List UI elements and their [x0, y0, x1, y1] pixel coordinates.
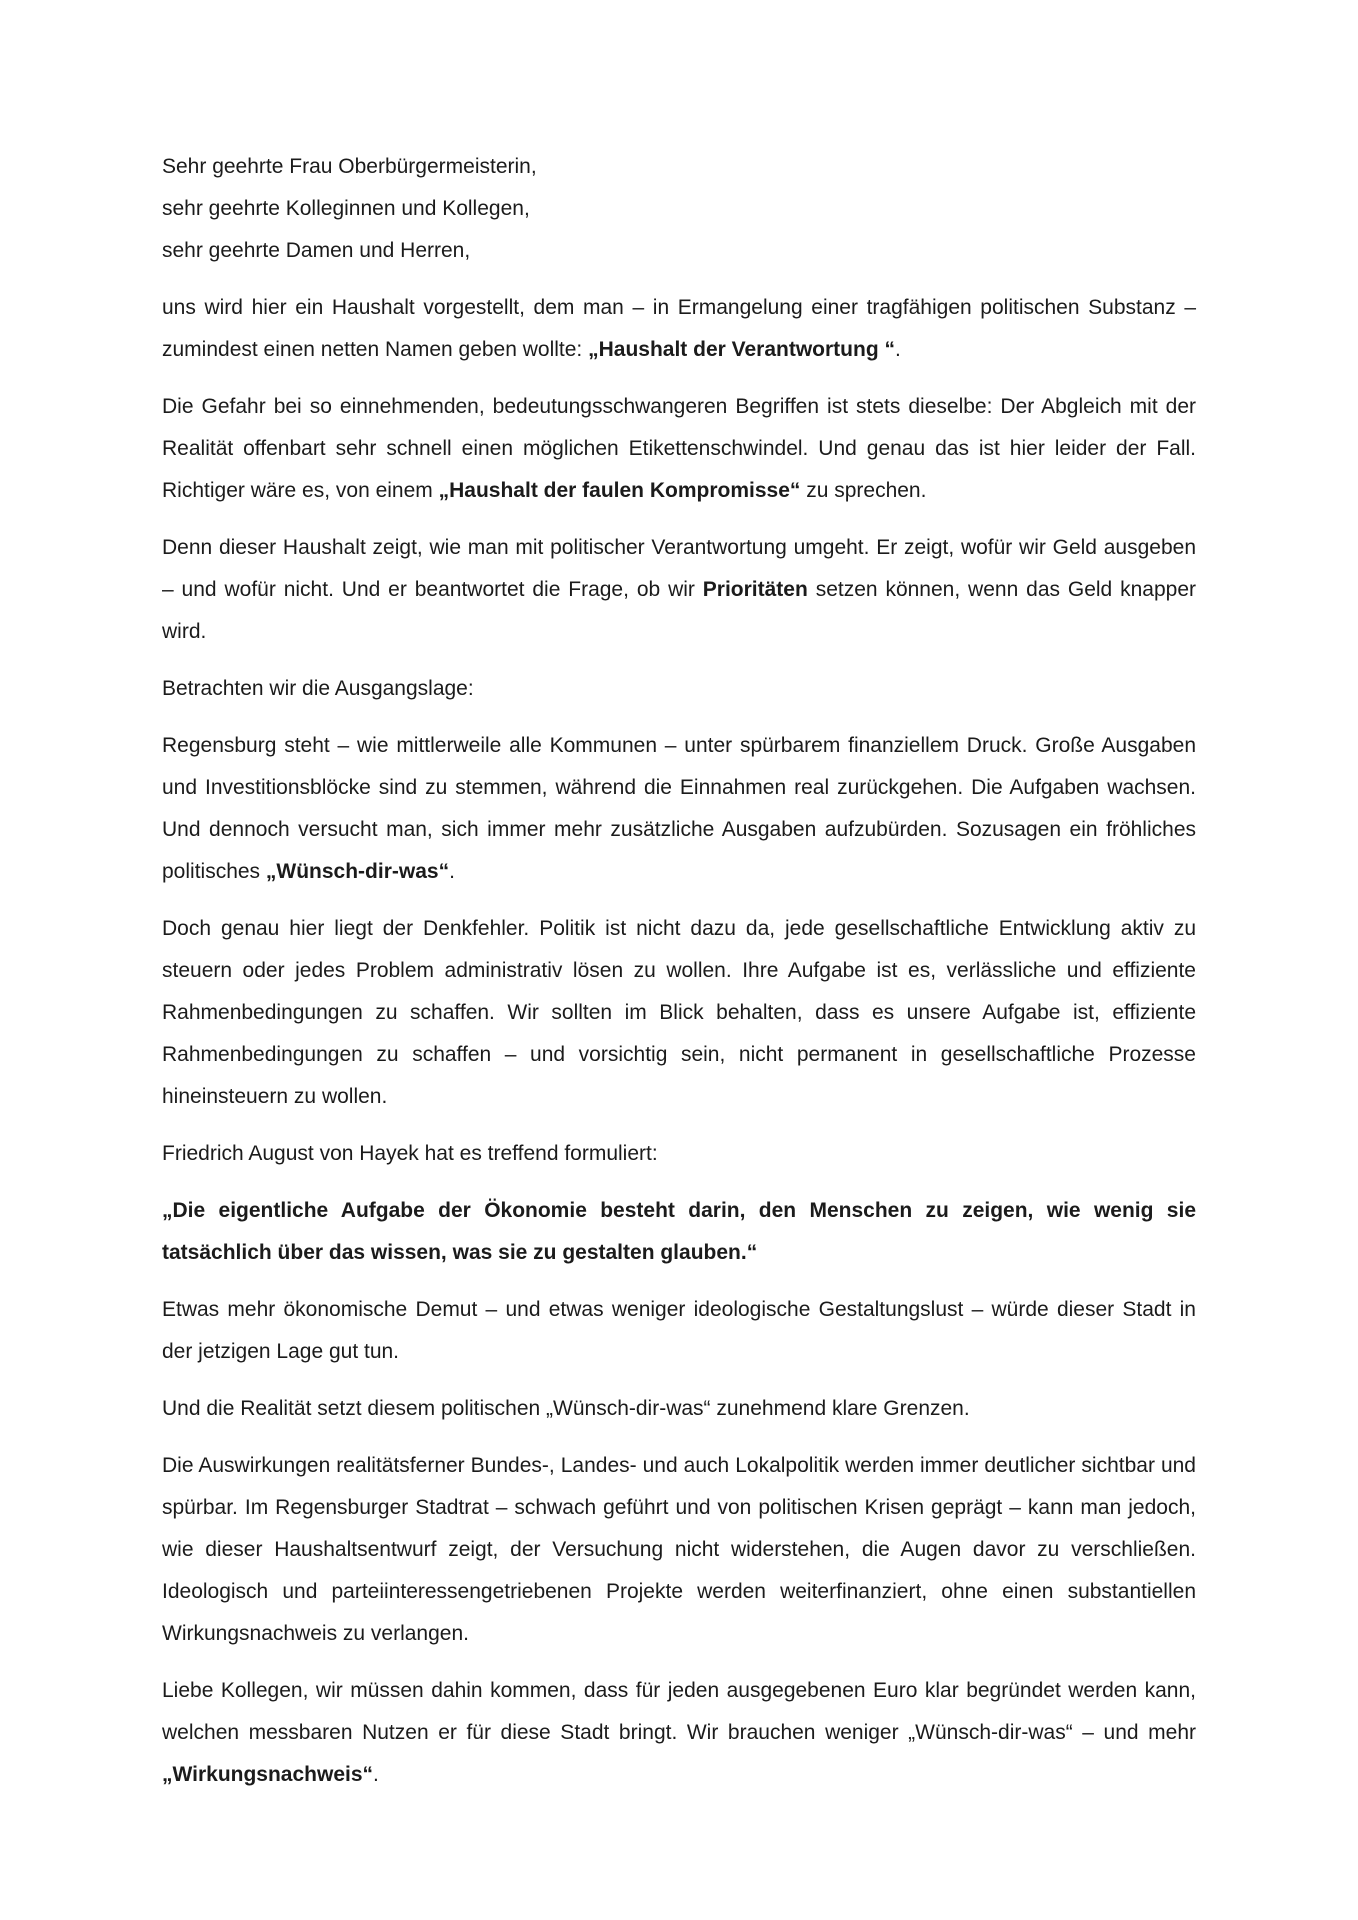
paragraph-demut	[162, 1289, 1196, 1373]
bold-text-run: Prioritäten	[702, 578, 808, 601]
salutation-line: Sehr geehrte Frau Oberbürgermeisterin,	[162, 155, 537, 178]
text-run: Regensburg steht – wie mittlerweile alle Kommunen – unter spürbarem finanziellem Druck. Große Ausgaben und Investitionsblöcke sind zu stemmen, während die Einnahmen real zurückgehen. Die Aufgaben wachsen. Und dennoch versucht man, sich immer mehr zusätzliche Ausgaben aufzubürden. Sozusagen ein fröhliches politisches	[162, 734, 1196, 883]
salutation-line: sehr geehrte Damen und Herren,	[162, 239, 471, 262]
text-run: Und die Realität setzt diesem politischen „Wünsch-dir-was“ zunehmend klare Grenzen.	[162, 1397, 970, 1420]
paragraph-denkfehler	[162, 908, 1196, 1118]
text-run: Doch genau hier liegt der Denkfehler. Politik ist nicht dazu da, jede gesellschaftliche Entwicklung aktiv zu steuern oder jedes Problem administrativ lösen zu wollen. Ihre Aufgabe ist es, verlässliche und effiziente Rahmenbedingungen zu schaffen. Wir sollten im Blick behalten, dass es unsere Aufgabe ist, effiziente Rahmenbedingungen zu schaffen – und vorsichtig sein, nicht permanent in gesellschaftliche Prozesse hineinsteuern zu wollen.	[162, 917, 1196, 1108]
salutation	[162, 146, 1196, 272]
paragraph-gefahr	[162, 386, 1196, 512]
paragraph-ausgangslage	[162, 668, 1196, 710]
text-run: Denn dieser Haushalt zeigt, wie man mit politischer Verantwortung umgeht. Er zeigt, wofür wir Geld ausgeben – und wofür nicht. Und er beantwortet die Frage, ob wir	[162, 536, 1196, 601]
text-run: Etwas mehr ökonomische Demut – und etwas weniger ideologische Gestaltungslust – würde dieser Stadt in der jetzigen Lage gut tun.	[162, 1298, 1196, 1363]
paragraph-verantwortung	[162, 527, 1196, 653]
text-run: uns wird hier ein Haushalt vorgestellt, dem man – in Ermangelung einer tragfähigen politischen Substanz – zumindest einen netten Namen geben wollte:	[162, 296, 1196, 361]
paragraph-hayek-intro	[162, 1133, 1196, 1175]
text-run: .	[449, 860, 455, 883]
bold-text-run: „Haushalt der faulen Kompromisse“	[438, 479, 801, 502]
paragraph-intro	[162, 287, 1196, 371]
bold-text-run: „Die eigentliche Aufgabe der Ökonomie besteht darin, den Menschen zu zeigen, wie wenig sie tatsächlich über das wissen, was sie zu gestalten glauben.“	[162, 1199, 1196, 1264]
text-run: .	[373, 1763, 379, 1786]
bold-text-run: „Wünsch-dir-was“	[265, 860, 450, 883]
paragraph-grenzen	[162, 1388, 1196, 1430]
text-run: Die Gefahr bei so einnehmenden, bedeutungsschwangeren Begriffen ist stets dieselbe: Der Abgleich mit der Realität offenbart sehr schnell einen möglichen Etikettenschwindel. Und genau das ist hier leider der Fall. Richtiger wäre es, von einem	[162, 395, 1196, 502]
salutation-line: sehr geehrte Kolleginnen und Kollegen,	[162, 197, 530, 220]
paragraph-auswirkungen	[162, 1445, 1196, 1655]
text-run: zu sprechen.	[800, 479, 927, 502]
paragraph-regensburg	[162, 725, 1196, 893]
paragraph-wirkungsnachweis	[162, 1670, 1196, 1796]
bold-text-run: „Wirkungsnachweis“	[162, 1763, 374, 1786]
paragraph-hayek-zitat	[162, 1190, 1196, 1274]
bold-text-run: „Haushalt der Verantwortung “	[588, 338, 895, 361]
text-run: Liebe Kollegen, wir müssen dahin kommen, dass für jeden ausgegebenen Euro klar begründet werden kann, welchen messbaren Nutzen er für diese Stadt bringt. Wir brauchen weniger „Wünsch-dir-was“ – und mehr	[162, 1679, 1196, 1744]
text-run: Die Auswirkungen realitätsferner Bundes-, Landes- und auch Lokalpolitik werden immer deutlicher sichtbar und spürbar. Im Regensburger Stadtrat – schwach geführt und von politischen Krisen geprägt – kann man jedoch, wie dieser Haushaltsentwurf zeigt, der Versuchung nicht widerstehen, die Augen davor zu verschließen. Ideologisch und parteiinteressengetriebenen Projekte werden weiterfinanziert, ohne einen substantiellen Wirkungsnachweis zu verlangen.	[162, 1454, 1196, 1645]
text-run: Betrachten wir die Ausgangslage:	[162, 677, 474, 700]
text-run: Friedrich August von Hayek hat es treffend formuliert:	[162, 1142, 658, 1165]
text-run: .	[895, 338, 901, 361]
text-run: setzen können, wenn das Geld knapper wird.	[162, 578, 1197, 643]
